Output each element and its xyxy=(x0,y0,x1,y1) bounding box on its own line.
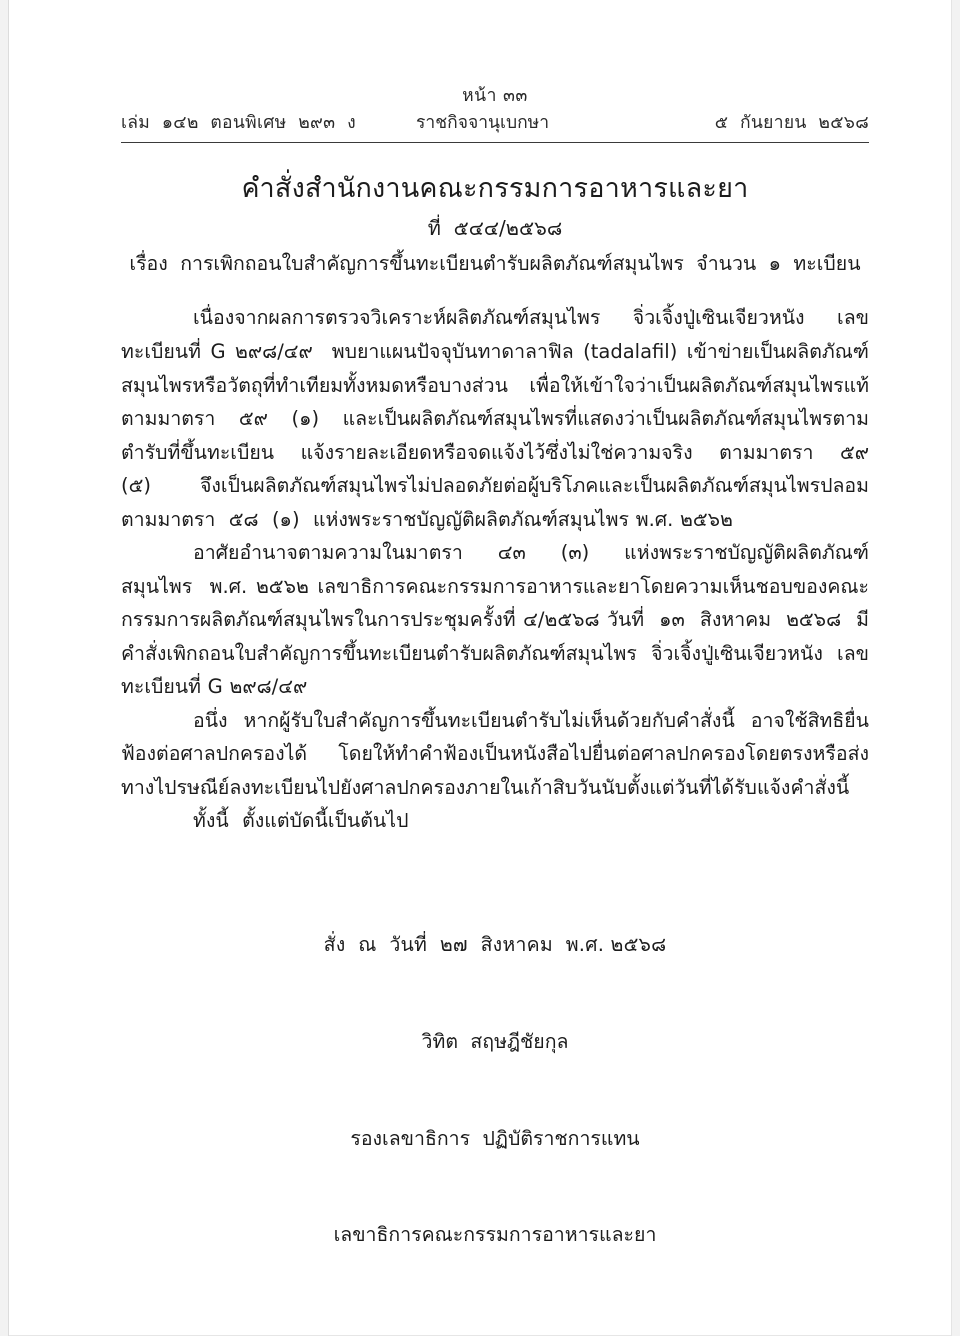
page-bottom-edge xyxy=(9,1329,951,1336)
signatory-role: รองเลขาธิการ ปฏิบัติราชการแทน xyxy=(350,1126,640,1150)
publication-date-label: ๕ กันยายน ๒๕๖๘ xyxy=(714,113,869,134)
gazette-page xyxy=(8,0,952,1336)
document-number: ที่ ๕๔๔/๒๕๖๘ xyxy=(427,216,563,241)
page-number-label: หน้า ๓๓ xyxy=(462,86,528,106)
running-head xyxy=(121,84,869,143)
header-divider xyxy=(121,142,869,143)
signature-block xyxy=(121,866,869,1314)
document-subject: เรื่อง การเพิกถอนใบสำคัญการขึ้นทะเบียนตำรับผลิตภัณฑ์สมุนไพร จำนวน ๑ ทะเบียน xyxy=(129,252,861,276)
signatory-name: วิทิต สฤษฎีชัยกุล xyxy=(421,1029,569,1053)
body-paragraph-4: ทั้งนี้ ตั้งแต่บัดนี้เป็นต้นไป xyxy=(193,809,409,833)
body-paragraph-2: อาศัยอำนาจตามความในมาตรา ๔๓ (๓) แห่งพระราชบัญญัติผลิตภัณฑ์สมุนไพร พ.ศ. ๒๕๖๒ เลขาธิการคณะกรรมการอาหารและยาโดยความเห็นชอบของคณะกรรมการผลิตภัณฑ์สมุนไพรในการประชุมครั้งที่ ๔/๒๕๖๘ วันที่ ๑๓ สิงหาคม ๒๕๖๘ มีคำสั่งเพิกถอนใบสำคัญการขึ้นทะเบียนตำรับผลิตภัณฑ์สมุนไพร จิ่วเจิ้งปู่เซินเจียวหนัง เลขทะเบียนที่ G ๒๙๘/๔๙ xyxy=(121,541,869,699)
signatory-office: เลขาธิการคณะกรรมการอาหารและยา xyxy=(333,1223,657,1247)
document-body xyxy=(121,301,883,838)
title-block xyxy=(121,169,869,280)
gazette-name-label: ราชกิจจานุเบกษา xyxy=(416,113,550,134)
body-paragraph-1: เนื่องจากผลการตรวจวิเคราะห์ผลิตภัณฑ์สมุนไพร จิ่วเจิ้งปู่เซินเจียวหนัง เลขทะเบียนที่ G ๒๙๘/๔๙ พบยาแผนปัจจุบันทาดาลาฟิล (tadalafil) เข้าข่ายเป็นผลิตภัณฑ์สมุนไพรหรือวัตถุที่ทำเทียมทั้งหมดหรือบางส่วน เพื่อให้เข้าใจว่าเป็นผลิตภัณฑ์สมุนไพรแท้ ตามมาตรา ๕๙ (๑) และเป็นผลิตภัณฑ์สมุนไพรที่แสดงว่าเป็นผลิตภัณฑ์สมุนไพรตามตำรับที่ขึ้นทะเบียน แจ้งรายละเอียดหรือจดแจ้งไว้ซึ่งไม่ใช่ความจริง ตามมาตรา ๕๙ (๕) จึงเป็นผลิตภัณฑ์สมุนไพรไม่ปลอดภัยต่อผู้บริโภคและเป็นผลิตภัณฑ์สมุนไพรปลอม ตามมาตรา ๕๘ (๑) แห่งพระราชบัญญัติผลิตภัณฑ์สมุนไพร พ.ศ. ๒๕๖๒ xyxy=(121,306,883,531)
running-head-row xyxy=(121,111,869,140)
body-paragraph-3: อนึ่ง หากผู้รับใบสำคัญการขึ้นทะเบียนตำรับไม่เห็นด้วยกับคำสั่งนี้ อาจใช้สิทธิยื่นฟ้องต่อศาลปกครองได้ โดยให้ทำคำฟ้องเป็นหนังสือไปยื่นต่อศาลปกครองโดยตรงหรือส่งทางไปรษณีย์ลงทะเบียนไปยังศาลปกครองภายในเก้าสิบวันนับตั้งแต่วันที่ได้รับแจ้งคำสั่งนี้ xyxy=(121,708,869,799)
document-title: คำสั่งสำนักงานคณะกรรมการอาหารและยา xyxy=(241,172,749,204)
order-date-line: สั่ง ณ วันที่ ๒๗ สิงหาคม พ.ศ. ๒๕๖๘ xyxy=(323,933,667,957)
volume-issue-label: เล่ม ๑๔๒ ตอนพิเศษ ๒๙๓ ง xyxy=(121,113,356,134)
page-content xyxy=(121,84,883,1314)
